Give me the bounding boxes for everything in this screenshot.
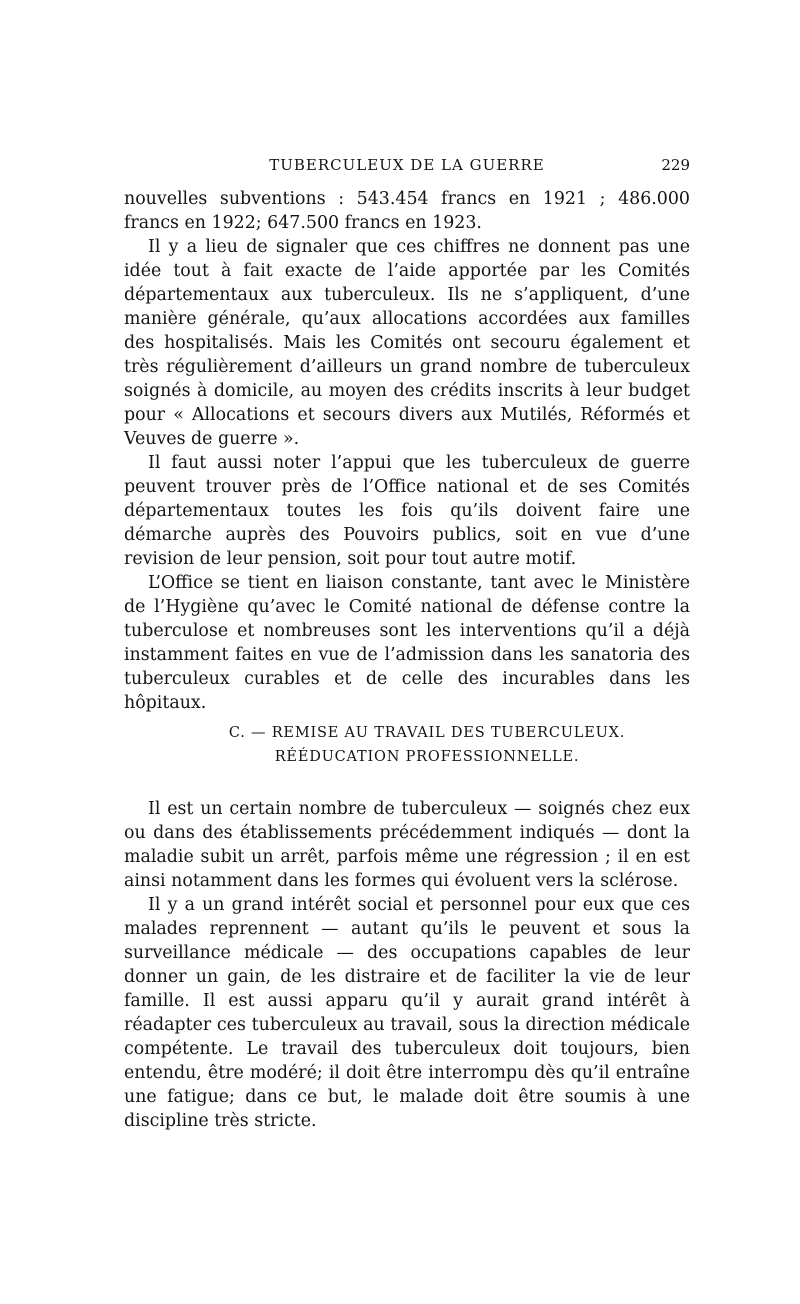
paragraph: L’Office se tient en liaison constante, tant avec le Ministère de l’Hygiène qu’avec le Comité national de défense contre la tuberculose et nombreuses sont les interventions qu’il a déjà instamment faites en vue de l’admission dans les sanatoria des tuberculeux curables et de celle des incurables dans les hôpitaux. <box>124 573 690 713</box>
running-head <box>124 156 690 180</box>
body-text <box>124 187 690 1133</box>
page-number: 229 <box>661 156 690 174</box>
section-heading <box>164 721 690 769</box>
section-heading-line-2: RÉÉDUCATION PROFESSIONNELLE. <box>274 749 580 765</box>
paragraph-continued: nouvelles subventions : 543.454 francs en 1921 ; 486.000 francs en 1922; 647.500 francs en 1923. <box>124 189 690 233</box>
paragraph: Il faut aussi noter l’appui que les tuberculeux de guerre peuvent trouver près de l’Office national et de ses Comités départementaux toutes les fois qu’ils doivent faire une démarche auprès des Pouvoirs publics, soit en vue d’une revision de leur pension, soit pour tout autre motif. <box>124 453 690 569</box>
section-heading-line-1: C. — REMISE AU TRAVAIL DES TUBERCULEUX. <box>228 725 626 741</box>
paragraph: Il y a un grand intérêt social et personnel pour eux que ces malades reprennent — autant qu’ils le peuvent et sous la surveillance médicale — des occupations capables de leur donner un gain, de les distraire et de faciliter la vie de leur famille. Il est aussi apparu qu’il y aurait grand intérêt à réadapter ces tuberculeux au travail, sous la direction médicale compétente. Le travail des tuberculeux doit toujours, bien entendu, être modéré; il doit être interrompu dès qu’il entraîne une fatigue; dans ce but, le malade doit être soumis à une discipline très stricte. <box>124 895 690 1131</box>
paragraph: Il y a lieu de signaler que ces chiffres ne donnent pas une idée tout à fait exacte de l’aide apportée par les Comités départementaux aux tuberculeux. Ils ne s’appliquent, d’une manière générale, qu’aux allocations accordées aux familles des hospitalisés. Mais les Comités ont secouru également et très régulièrement d’ailleurs un grand nombre de tuberculeux soignés à domicile, au moyen des crédits inscrits à leur budget pour « Allocations et secours divers aux Mutilés, Réformés et Veuves de guerre ». <box>124 237 690 449</box>
paragraph: Il est un certain nombre de tuberculeux — soignés chez eux ou dans des établissements précédemment indiqués — dont la maladie subit un arrêt, parfois même une régression ; il en est ainsi notamment dans les formes qui évoluent vers la sclérose. <box>124 799 690 891</box>
running-title: TUBERCULEUX DE LA GUERRE <box>269 156 545 174</box>
